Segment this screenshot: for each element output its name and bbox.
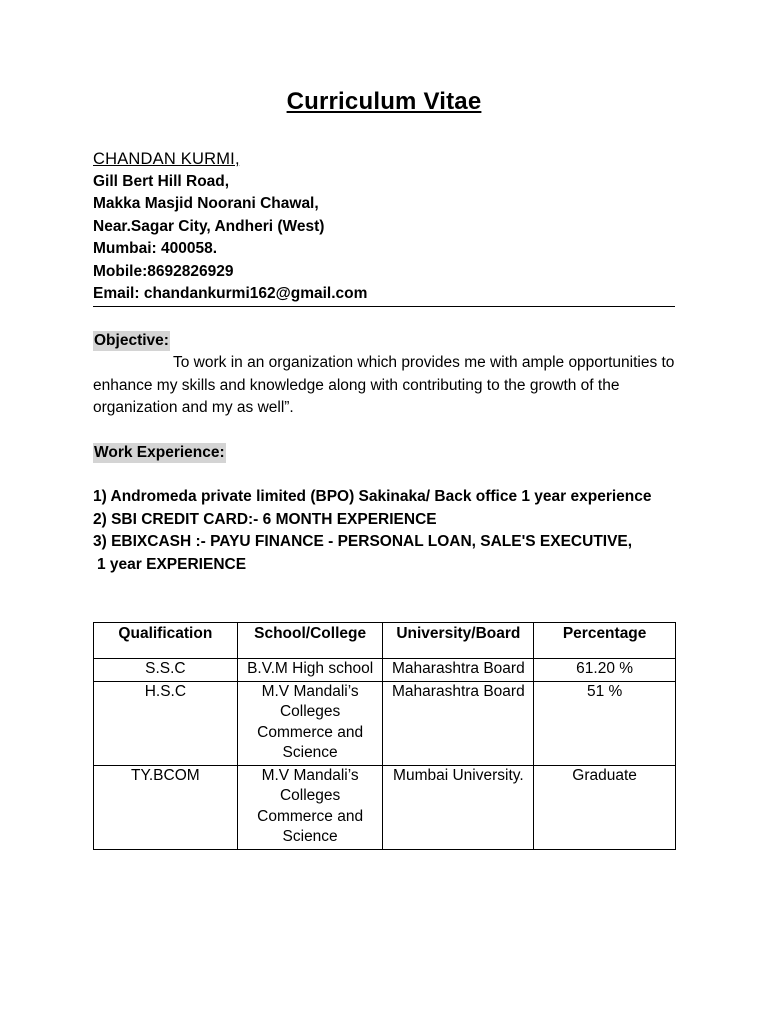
address-line: Gill Bert Hill Road, [93,172,230,190]
address-line: Near.Sagar City, Andheri (West) [93,217,325,235]
column-header: University/Board [383,623,534,659]
table-cell: M.V Mandali’s Colleges Commerce and Science [237,765,383,849]
table-row [94,659,676,682]
table-cell: Maharashtra Board [383,659,534,682]
mobile-line: Mobile:8692826929 [93,262,234,280]
table-cell: Maharashtra Board [383,681,534,765]
work-experience-list [93,486,693,576]
column-header: School/College [237,623,383,659]
work-item: 2) SBI CREDIT CARD:- 6 MONTH EXPERIENCE [93,510,437,528]
candidate-name: CHANDAN KURMI, [93,150,240,168]
table-cell: 61.20 % [534,659,676,682]
header-divider [93,306,675,307]
work-item: 3) EBIXCASH :- PAYU FINANCE - PERSONAL LOAN, SALE'S EXECUTIVE, [93,533,633,550]
email-line: Email: chandankurmi162@gmail.com [93,285,368,302]
address-line: Makka Masjid Noorani Chawal, [93,195,319,212]
table-cell: S.S.C [94,659,238,682]
objective-body: To work in an organization which provides me with ample opportunities to enhance my skills and knowledge along with contributing to the growth of the organization and my as well”. [93,354,675,416]
work-item: 1) Andromeda private limited (BPO) Sakinaka/ Back office 1 year experience [93,488,652,505]
table-header-row [94,623,676,659]
table-row [94,765,676,849]
objective-heading: Objective: [94,332,169,349]
objective-text [93,352,675,420]
contact-block [93,148,675,306]
column-header: Qualification [94,623,238,659]
qualifications-table [93,622,676,850]
table-cell: B.V.M High school [237,659,383,682]
table-cell: M.V Mandali’s Colleges Commerce and Science [237,681,383,765]
work-experience-heading: Work Experience: [94,444,225,461]
column-header: Percentage [534,623,676,659]
table-cell: Mumbai University. [383,765,534,849]
table-cell: 51 % [534,681,676,765]
table-cell: H.S.C [94,681,238,765]
address-line: Mumbai: 400058. [93,240,218,257]
table-row [94,681,676,765]
document-title: Curriculum Vitae [286,88,482,115]
table-cell: Graduate [534,765,676,849]
table-cell: TY.BCOM [94,765,238,849]
work-item-continuation: 1 year EXPERIENCE [97,555,247,573]
